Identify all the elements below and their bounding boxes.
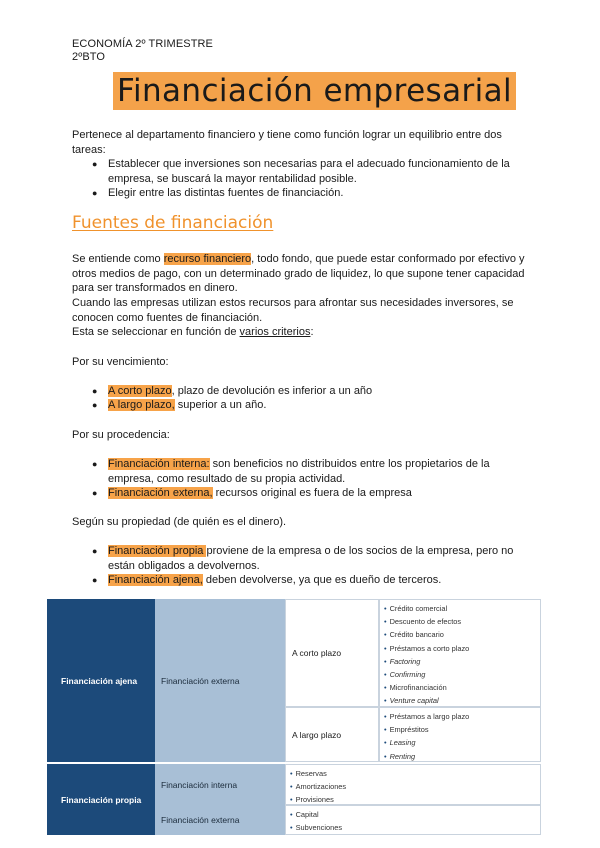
- item-text: deben devolverse, ya que es dueño de terceros.: [202, 574, 442, 586]
- financing-table: [47, 599, 541, 835]
- highlight-corto: A corto plazo: [108, 385, 172, 397]
- list-item: • Descuento de efectos: [384, 617, 462, 627]
- highlight-externa: Financiación externa,: [108, 487, 213, 499]
- list-item: • Capital: [290, 810, 319, 819]
- intro-text: Pertenece al departamento financiero y tiene como función lograr un equilibrio entre dos tareas:: [72, 129, 502, 156]
- list-item: • Leasing: [384, 738, 416, 748]
- para3-post: :: [310, 326, 314, 338]
- list-item: • Confirming: [384, 670, 426, 680]
- para1-pre: Se entiende como: [72, 253, 164, 265]
- list-item: • Subvenciones: [290, 823, 343, 833]
- table-cell-corto: A corto plazo: [285, 599, 379, 707]
- vencimiento-item-2: [108, 398, 528, 413]
- criterios-link[interactable]: varios criterios: [239, 326, 311, 338]
- table-cell-externa-propia: Financiación externa: [155, 805, 285, 835]
- bullet-icon: ●: [92, 575, 98, 585]
- para3-pre: Esta se seleccionar en función de: [72, 326, 240, 338]
- para1-post: , todo fondo, que puede estar conformado por efectivo y otros medios de pago, con un determinado grado de liquidez, lo que supone tener capacidad para ser transformados en dinero.: [72, 253, 525, 294]
- item-text: recursos original es fuera de la empresa: [212, 487, 412, 499]
- item-text: superior a un año.: [174, 399, 267, 411]
- list-corto: [379, 599, 541, 707]
- list-item: • Factoring: [384, 656, 421, 666]
- procedencia-item-1: [108, 457, 528, 486]
- list-item: • Venture capital: [384, 696, 439, 706]
- list-item: • Préstamos a corto plazo: [384, 643, 470, 653]
- paragraph-criterios: [72, 325, 532, 340]
- paragraph-recurso: [72, 252, 532, 296]
- list-item: • Renting: [384, 751, 416, 761]
- list-interna: [285, 764, 541, 805]
- list-largo: [379, 707, 541, 762]
- table-cell-interna: Financiación interna: [155, 764, 285, 805]
- list-item: • Crédito bancario: [384, 630, 444, 640]
- list-item: • Amortizaciones: [290, 782, 347, 792]
- highlight-propia: Financiación propia: [108, 545, 207, 557]
- item-text: proviene de la empresa o de los socios de la empresa, pero no están obligados a devolvernos.: [108, 545, 514, 572]
- list-externa-propia: [285, 805, 541, 835]
- bullet-icon: ●: [92, 459, 98, 469]
- highlight-recurso: recurso financiero: [163, 253, 252, 265]
- bullet-icon: ●: [92, 386, 98, 396]
- list-item: • Provisiones: [290, 795, 334, 805]
- table-cell-externa: Financiación externa: [155, 599, 285, 762]
- table-cell-propia: Financiación propia: [47, 764, 155, 835]
- list-item: • Reservas: [290, 769, 327, 778]
- item-text: , plazo de devolución es inferior a un año: [171, 385, 373, 397]
- propiedad-label: Según su propiedad (de quién es el dinero).: [72, 516, 287, 528]
- page-title: Financiación empresarial: [113, 72, 516, 110]
- header-subject: ECONOMÍA 2º TRIMESTRE: [72, 38, 213, 50]
- procedencia-item-2: [108, 486, 528, 501]
- paragraph-fuentes: Cuando las empresas utilizan estos recursos para afrontar sus necesidades inversores, se conocen como fuentes de financiación.: [72, 297, 514, 324]
- table-cell-largo: A largo plazo: [285, 707, 379, 762]
- bullet-icon: ●: [92, 159, 98, 169]
- vencimiento-item-1: [108, 384, 528, 399]
- section-title: Fuentes de financiación: [72, 213, 274, 233]
- propiedad-item-2: [108, 573, 528, 588]
- propiedad-item-1: [108, 544, 528, 573]
- intro-bullet-1: Establecer que inversiones son necesarias para el adecuado funcionamiento de la empresa, se buscará la mayor rentabilidad posible.: [108, 158, 510, 185]
- procedencia-label: Por su procedencia:: [72, 429, 170, 441]
- list-item: • Empréstitos: [384, 725, 429, 735]
- highlight-ajena: Financiación ajena,: [108, 574, 203, 586]
- highlight-largo: A largo plazo,: [108, 399, 175, 411]
- bullet-icon: ●: [92, 400, 98, 410]
- bullet-icon: ●: [92, 488, 98, 498]
- item-text: son beneficios no distribuidos entre los propietarios de la empresa, como resultado de su propia actividad.: [108, 458, 490, 485]
- vencimiento-label: Por su vencimiento:: [72, 356, 169, 368]
- bullet-icon: ●: [92, 188, 98, 198]
- list-item: • Crédito comercial: [384, 604, 448, 613]
- title-block: [113, 72, 516, 110]
- header-course: 2ºBTO: [72, 51, 106, 63]
- highlight-interna: Financiación interna:: [108, 458, 210, 470]
- intro-bullet-2: Elegir entre las distintas fuentes de financiación.: [108, 187, 344, 199]
- list-item: • Préstamos a largo plazo: [384, 712, 470, 721]
- table-cell-ajena: Financiación ajena: [47, 599, 155, 762]
- list-item: • Microfinanciación: [384, 683, 447, 693]
- bullet-icon: ●: [92, 546, 98, 556]
